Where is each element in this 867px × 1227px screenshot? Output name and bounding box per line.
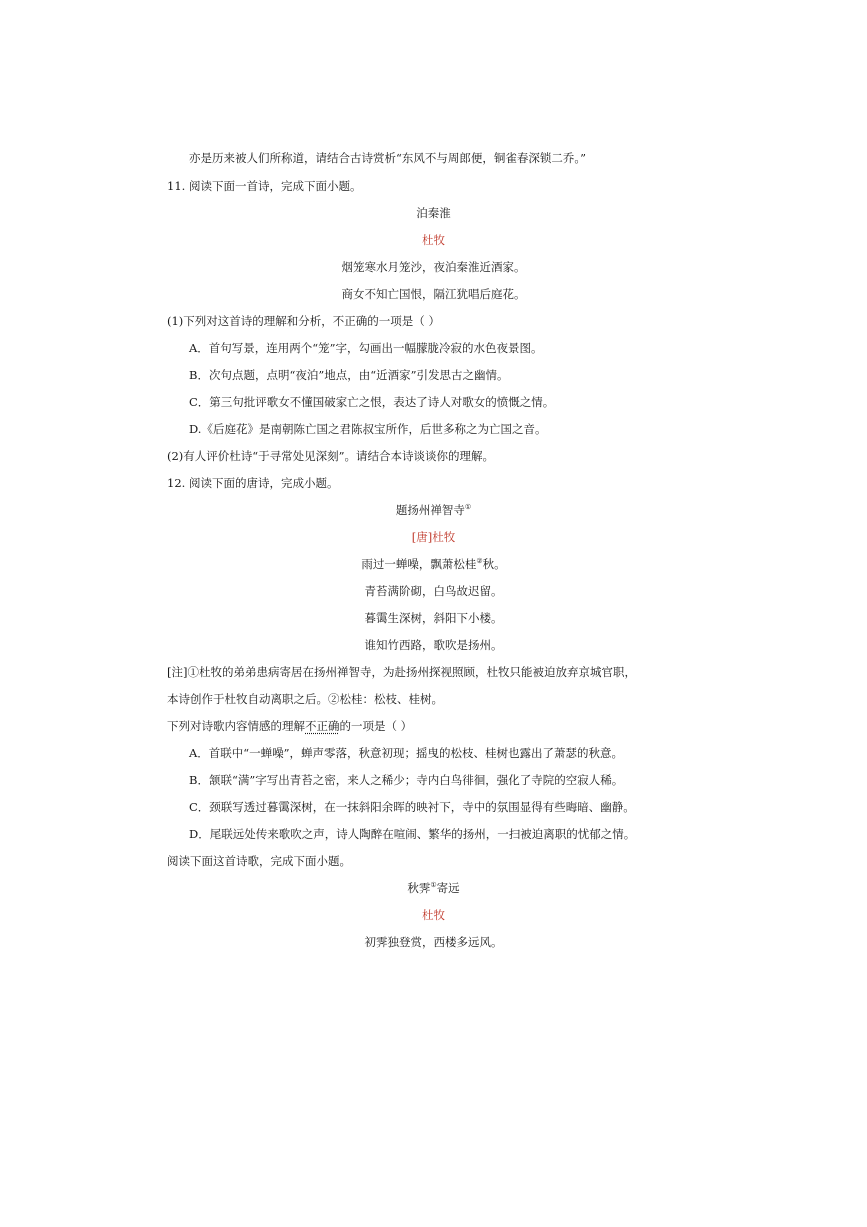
option-d: D．尾联远处传来歌吹之声，诗人陶醉在喧闹、繁华的扬州，一扫被迫离职的忧郁之情。: [189, 827, 636, 841]
poem-line: 商女不知亡国恨，隔江犹唱后庭花。: [341, 287, 526, 301]
poet-byline: [0, 529, 867, 545]
poem-title: 题扬州禅智寺①: [395, 503, 472, 517]
poet-name: 杜牧: [422, 233, 445, 247]
question-13-prompt: 阅读下面这首诗歌，完成下面小题。: [167, 854, 351, 868]
poem-line: 谁知竹西路，歌吹是扬州。: [364, 638, 503, 652]
poem-line: 初霁独登赏，西楼多远风。: [364, 935, 503, 949]
option-b: B．颔联“满”字写出青苔之密，来人之稀少；寺内白鸟徘徊，强化了寺院的空寂人稀。: [189, 773, 624, 787]
option-a: A．首联中“一蝉噪”，蝉声零落，秋意初现；摇曳的松枝、桂树也露出了萧瑟的秋意。: [189, 746, 624, 760]
poem-line: 雨过一蝉噪，飘萧松桂②秋。: [361, 557, 506, 571]
poem-line: 青苔满阶砌，白鸟故迟留。: [364, 584, 503, 598]
annotation-line: 本诗创作于杜牧自动离职之后。②松桂：松枝、桂树。: [167, 692, 443, 706]
annotation-line: [注]①杜牧的弟弟患病寄居在扬州禅智寺，为赴扬州探视照顾，杜牧只能被迫放弃京城官职，: [167, 665, 636, 679]
sub-question-2: (2)有人评价杜诗“于寻常处见深刻”。请结合本诗谈谈你的理解。: [167, 449, 495, 463]
option-c: C．颈联写透过暮霭深树，在一抹斜阳余晖的映衬下，寺中的氛围显得有些晦暗、幽静。: [189, 800, 635, 814]
footnote-marker: ①: [464, 503, 472, 512]
sub-question-1: (1)下列对这首诗的理解和分析，不正确的一项是（ ）: [167, 314, 440, 328]
option-b: B．次句点题，点明“夜泊”地点，由“近酒家”引发思古之幽情。: [189, 368, 509, 382]
poem-line: 烟笼寒水月笼沙，夜泊秦淮近酒家。: [341, 260, 526, 274]
poem-title: 泊秦淮: [416, 206, 451, 220]
footnote-marker: ①: [430, 881, 437, 890]
poem-title: 秋霁①寄远: [407, 881, 460, 895]
poet-name: 杜牧: [422, 908, 445, 922]
option-d: D.《后庭花》是南朝陈亡国之君陈叔宝所作，后世多称之为亡国之音。: [189, 422, 547, 436]
poet-name: 杜牧: [432, 530, 456, 544]
option-c: C．第三句批评歌女不懂国破家亡之恨，表达了诗人对歌女的愤慨之情。: [189, 395, 555, 409]
dynasty-label: [唐]: [411, 530, 433, 544]
footnote-marker: ②: [476, 557, 483, 566]
question-12-prompt: 12. 阅读下面的唐诗，完成小题。: [167, 476, 339, 490]
intro-line: 亦是历来被人们所称道，请结合古诗赏析“东风不与周郎便，铜雀春深锁二乔。”: [189, 151, 587, 165]
emphasis-text: 不正确: [305, 719, 340, 733]
question-stem: 下列对诗歌内容情感的理解不正确的一项是（ ）: [167, 719, 413, 733]
option-a: A．首句写景，连用两个“笼”字，勾画出一幅朦胧冷寂的水色夜景图。: [189, 341, 543, 355]
poem-line: 暮霭生深树，斜阳下小楼。: [364, 611, 503, 625]
question-11-prompt: 11. 阅读下面一首诗，完成下面小题。: [167, 179, 362, 193]
